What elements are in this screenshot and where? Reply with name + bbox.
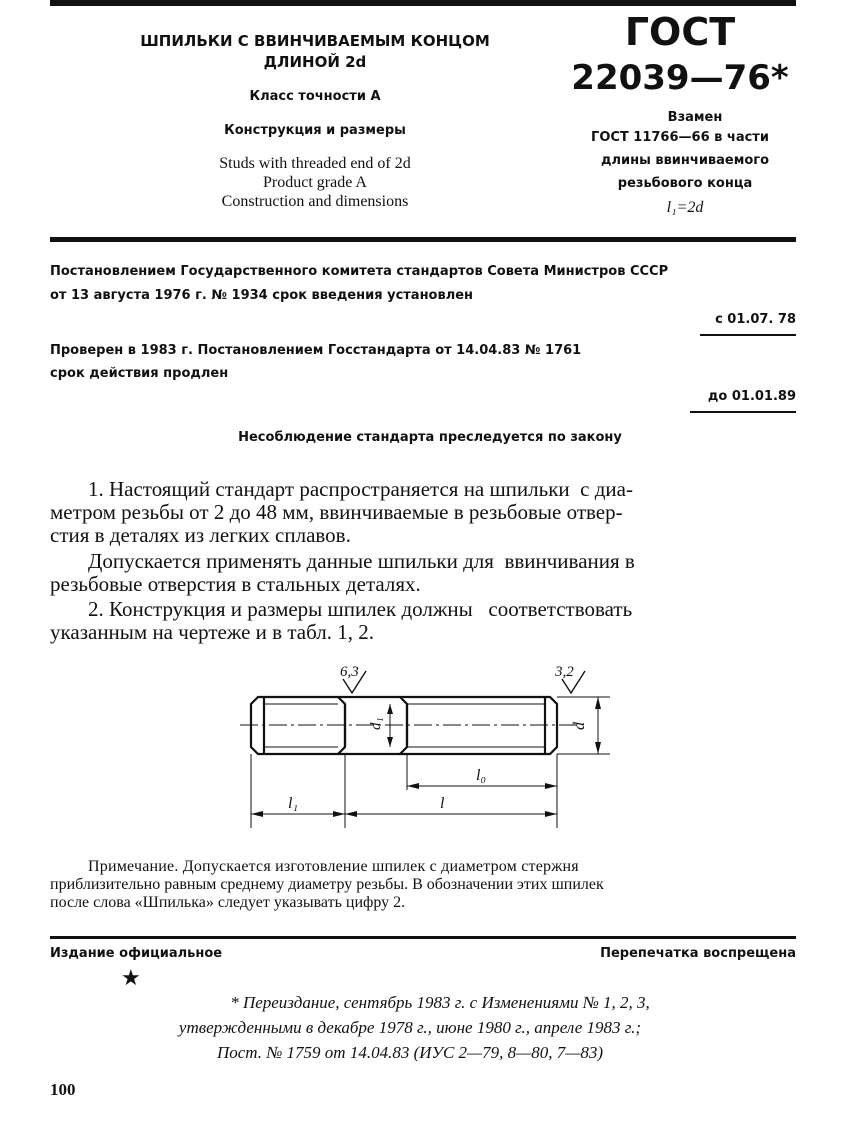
stud-outline <box>251 697 557 754</box>
title-line1: ШПИЛЬКИ С ВВИНЧИВАЕМЫМ КОНЦОМ <box>140 32 490 50</box>
law-notice: Несоблюдение стандарта преследуется по закону <box>238 430 622 445</box>
official-edition: Издание официальное <box>50 946 223 961</box>
replaces-line4: резьбового конца <box>617 176 753 191</box>
arrow-l1-left <box>251 811 263 817</box>
paragraph-2-line1: Допускается применять данные шпильки для ввинчивания в <box>88 549 635 573</box>
note-line3: после слова «Шпилька» следует указывать цифру 2. <box>50 894 406 911</box>
arrow-d1-top <box>387 704 393 714</box>
english-title-line1: Studs with threaded end of 2d <box>219 155 411 172</box>
paragraph-3-line2: указанным на чертеже и в табл. 1, 2. <box>50 620 374 644</box>
reissue-line3: Пост. № 1759 от 14.04.83 (ИУС 2—79, 8—80, 7—83) <box>216 1043 604 1062</box>
paragraph-1-line3: стия в деталях из легких сплавов. <box>50 523 351 547</box>
runout-center-a <box>400 697 407 754</box>
english-title-line3: Construction and dimensions <box>221 193 409 210</box>
gost-number: 22039—76* <box>571 58 789 98</box>
replaces-label: Взамен <box>667 110 723 125</box>
reissue-line2: утвержденными в декабре 1978 г., июне 1980 г., апреле 1983 г.; <box>178 1018 642 1037</box>
diameter-d-label: d <box>571 722 588 730</box>
arrow-d-bottom <box>595 742 601 754</box>
roughness-left-label: 6,3 <box>340 664 359 680</box>
replaces-gost: ГОСТ 11766—66 в части <box>591 130 769 145</box>
construction-heading: Конструкция и размеры <box>224 123 406 138</box>
note-line1: Примечание. Допускается изготовление шпилек с диаметром стержня <box>88 858 579 875</box>
paragraph-3-line1: 2. Конструкция и размеры шпилек должны соответствовать <box>88 597 633 621</box>
page-number: 100 <box>50 1080 76 1099</box>
intro-date-underline <box>700 334 796 336</box>
runout-left <box>338 697 345 754</box>
paragraph-2-line2: резьбовые отверстия в стальных деталях. <box>50 572 421 596</box>
arrow-d1-bottom <box>387 737 393 747</box>
footer-rule <box>50 936 796 939</box>
star-icon: ★ <box>121 966 141 991</box>
decree-line1: Постановлением Государственного комитета стандартов Совета Министров СССР <box>50 264 669 279</box>
arrow-l-right <box>545 811 557 817</box>
length-l0-label: l₀ <box>476 767 487 784</box>
reissue-line1: * Переиздание, сентябрь 1983 г. с Изменениями № 1, 2, 3, <box>230 993 650 1012</box>
arrow-l1-right <box>333 811 345 817</box>
replaces-line3: длины ввинчиваемого <box>600 153 770 168</box>
length-l1-label: l₁ <box>288 795 299 812</box>
note-line2: приблизительно равным среднему диаметру резьбы. В обозначении этих шпилек <box>50 876 604 893</box>
length-l-label: l <box>440 795 445 812</box>
diameter-d1-label: d₁ <box>368 717 384 730</box>
arrow-d-top <box>595 697 601 709</box>
introduction-date: с 01.07. 78 <box>715 312 796 327</box>
extended-date: до 01.01.89 <box>707 389 796 404</box>
gost-label: ГОСТ <box>624 10 736 54</box>
top-rule <box>50 0 796 6</box>
paragraph-1-line2: метром резьбы от 2 до 48 мм, ввинчиваемые в резьбовые отвер- <box>50 500 623 524</box>
title-line2: ДЛИНОЙ 2d <box>263 53 367 71</box>
extended-date-underline <box>690 411 796 413</box>
header-rule <box>50 237 796 242</box>
paragraph-1-line1: 1. Настоящий стандарт распространяется на шпильки с диа- <box>88 477 633 501</box>
roughness-right-symbol <box>562 671 585 693</box>
precision-class: Класс точности А <box>249 89 381 104</box>
checked-line1: Проверен в 1983 г. Постановлением Госстандарта от 14.04.83 № 1761 <box>50 343 582 358</box>
checked-line2: срок действия продлен <box>50 366 229 381</box>
reprint-prohibited: Перепечатка воспрещена <box>600 946 796 961</box>
arrow-l0-left <box>407 783 419 789</box>
roughness-left-symbol <box>343 671 366 693</box>
arrow-l-left <box>345 811 357 817</box>
roughness-right-label: 3,2 <box>555 664 574 680</box>
arrow-l0-right <box>545 783 557 789</box>
replaces-formula: l₁=2d <box>666 199 704 216</box>
decree-line2: от 13 августа 1976 г. № 1934 срок введения установлен <box>50 288 474 303</box>
english-title-line2: Product grade A <box>263 174 367 191</box>
